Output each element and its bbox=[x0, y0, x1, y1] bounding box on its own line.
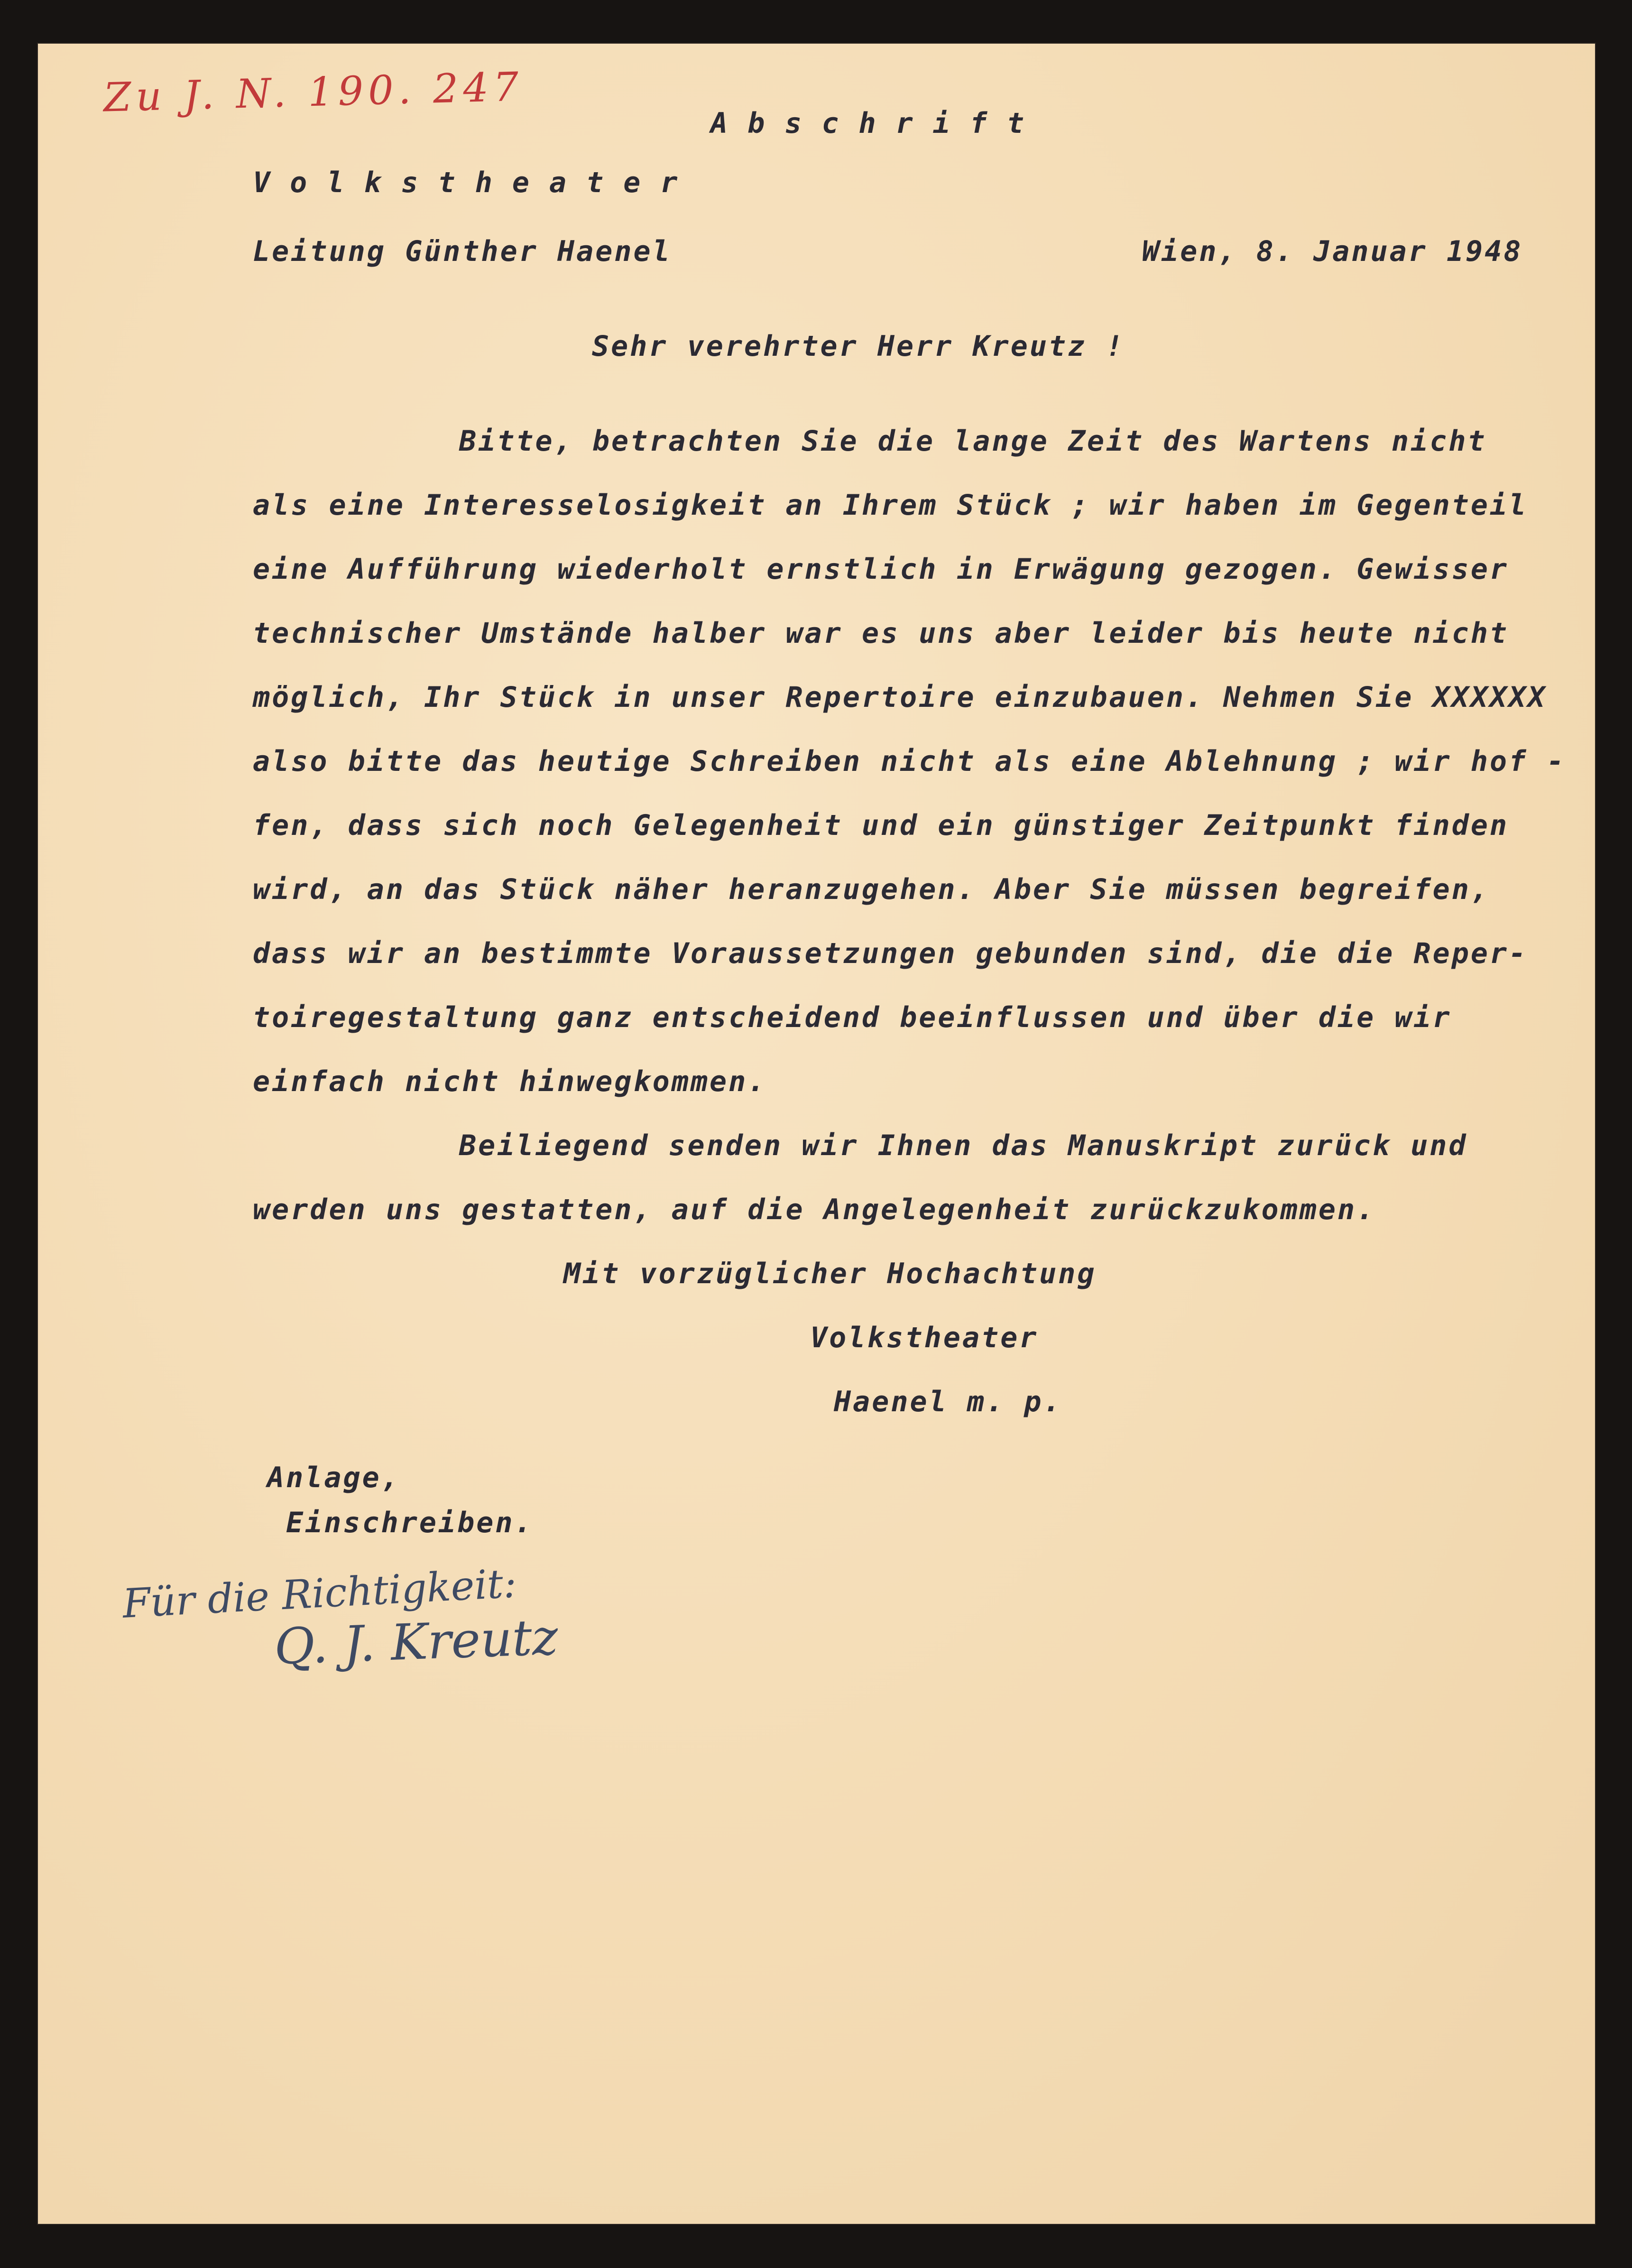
body-line: fen, dass sich noch Gelegenheit und ein günstiger Zeitpunkt finden bbox=[253, 809, 1509, 842]
signature-text: Q. J. Kreutz bbox=[273, 1608, 559, 1676]
handwritten-signature bbox=[273, 1608, 559, 1676]
place-and-date: Wien, 8. Januar 1948 bbox=[1142, 235, 1523, 268]
sender-name: Volkstheater bbox=[253, 166, 698, 199]
handwritten-certification: Für die Richtigkeit: bbox=[121, 1560, 518, 1627]
body-line: werden uns gestatten, auf die Angelegenheit zurückzukommen. bbox=[253, 1193, 1376, 1226]
body-line: eine Aufführung wiederholt ernstlich in Erwägung gezogen. Gewisser bbox=[253, 553, 1509, 586]
archive-reference-note: Zu J. N. 190. 247 bbox=[102, 63, 524, 121]
closing-signer: Haenel m. p. bbox=[834, 1385, 1062, 1418]
sender-management-line: Leitung Günther Haenel bbox=[253, 235, 672, 268]
body-line: Beiliegend senden wir Ihnen das Manuskript zurück und bbox=[459, 1129, 1468, 1162]
body-line: dass wir an bestimmte Voraussetzungen gebunden sind, die die Reper- bbox=[253, 937, 1528, 970]
body-line: also bitte das heutige Schreiben nicht als eine Ablehnung ; wir hof - bbox=[253, 745, 1566, 778]
body-line: möglich, Ihr Stück in unser Repertoire einzubauen. Nehmen Sie XXXXXX bbox=[253, 681, 1547, 714]
body-line: als eine Interesselosigkeit an Ihrem Stück ; wir haben im Gegenteil bbox=[253, 489, 1528, 522]
body-line: toiregestaltung ganz entscheidend beeinflussen und über die wir bbox=[253, 1001, 1452, 1034]
body-line: Bitte, betrachten Sie die lange Zeit des Wartens nicht bbox=[459, 425, 1487, 458]
body-line: einfach nicht hinwegkommen. bbox=[253, 1065, 767, 1098]
enclosure-type: Einschreiben. bbox=[286, 1506, 534, 1539]
salutation: Sehr verehrter Herr Kreutz ! bbox=[592, 330, 1125, 363]
document-heading: Abschrift bbox=[710, 107, 1044, 140]
closing-organization: Volkstheater bbox=[810, 1321, 1039, 1354]
body-line: wird, an das Stück näher heranzugehen. Aber Sie müssen begreifen, bbox=[253, 873, 1490, 906]
enclosure-label: Anlage, bbox=[267, 1461, 400, 1494]
closing-phrase: Mit vorzüglicher Hochachtung bbox=[563, 1257, 1097, 1290]
body-line: technischer Umstände halber war es uns aber leider bis heute nicht bbox=[253, 617, 1509, 650]
letter-page bbox=[37, 43, 1596, 2225]
